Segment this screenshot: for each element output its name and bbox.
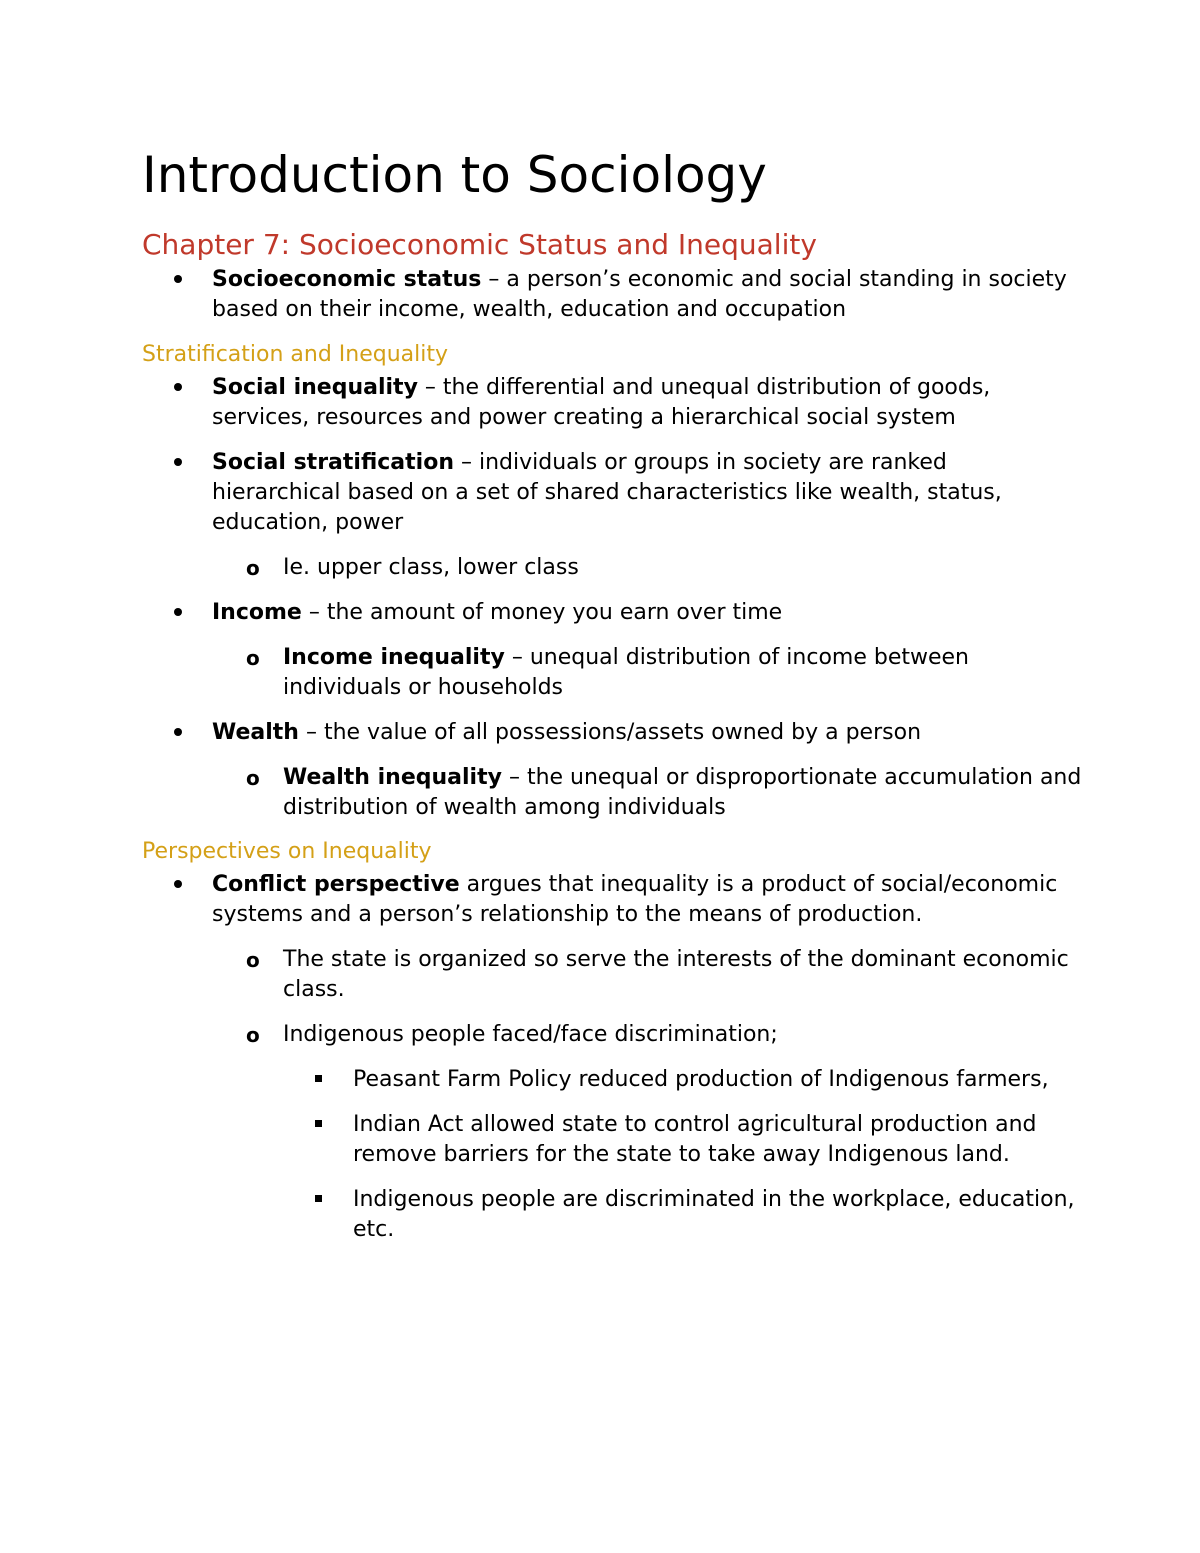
list-item <box>142 763 1082 823</box>
bullet-square-icon <box>315 1065 322 1095</box>
bullet-dot-icon <box>174 448 182 478</box>
document-content <box>142 140 1082 1260</box>
list-item <box>142 553 1082 583</box>
chapter-heading: Chapter 7: Socioeconomic Status and Inequality <box>142 228 817 261</box>
bullet-o-icon: o <box>246 1023 260 1047</box>
list-item <box>142 1110 1082 1170</box>
definition: – the unequal or disproportionate accumulation and distribution of wealth among individuals <box>283 765 1082 820</box>
section-heading-perspectives: Perspectives on Inequality <box>142 839 432 864</box>
bullet-dot-icon <box>174 265 182 295</box>
list-item <box>142 265 1082 325</box>
bullet-o-icon: o <box>246 948 260 972</box>
bullet-o-icon: o <box>246 646 260 670</box>
definition: Indian Act allowed state to control agricultural production and remove barriers for the state to take away Indigenous land. <box>353 1112 1037 1167</box>
term: Conflict perspective <box>212 872 460 897</box>
bullet-dot-icon <box>174 373 182 403</box>
term: Social inequality <box>212 375 418 400</box>
list-item <box>142 1020 1082 1050</box>
list-item <box>142 870 1082 930</box>
definition: argues that inequality is a product of social/economic systems and a person’s relationship to the means of production. <box>212 872 1058 927</box>
definition: – the value of all possessions/assets owned by a person <box>298 720 922 745</box>
document-title: Introduction to Sociology <box>142 146 767 204</box>
term: Wealth inequality <box>283 765 502 790</box>
term: Income inequality <box>283 645 505 670</box>
bullet-dot-icon <box>174 870 182 900</box>
list-item <box>142 1185 1082 1245</box>
stratification-list <box>142 373 1082 823</box>
section-heading-stratification: Stratification and Inequality <box>142 342 449 367</box>
definition: Ie. upper class, lower class <box>283 555 579 580</box>
definition: – a person’s economic and social standing in society based on their income, wealth, education and occupation <box>212 267 1067 322</box>
bullet-dot-icon <box>174 598 182 628</box>
bullet-dot-icon <box>174 718 182 748</box>
bullet-o-icon: o <box>246 556 260 580</box>
list-item <box>142 373 1082 433</box>
bullet-square-icon <box>315 1110 322 1140</box>
chapter-list <box>142 265 1082 325</box>
definition: – the differential and unequal distribution of goods, services, resources and power creating a hierarchical social system <box>212 375 991 430</box>
bullet-o-icon: o <box>246 766 260 790</box>
term: Wealth <box>212 720 299 745</box>
list-item <box>142 945 1082 1005</box>
term: Social stratification <box>212 450 454 475</box>
definition: – unequal distribution of income between individuals or households <box>283 645 969 700</box>
definition: The state is organized so serve the interests of the dominant economic class. <box>283 947 1069 1002</box>
list-item <box>142 598 1082 628</box>
list-item <box>142 448 1082 538</box>
list-item <box>142 718 1082 748</box>
definition: – individuals or groups in society are ranked hierarchical based on a set of shared characteristics like wealth, status, education, power <box>212 450 1002 535</box>
definition: Peasant Farm Policy reduced production of Indigenous farmers, <box>353 1067 1049 1092</box>
definition: – the amount of money you earn over time <box>301 600 783 625</box>
perspectives-list <box>142 870 1082 1245</box>
list-item <box>142 1065 1082 1095</box>
bullet-square-icon <box>315 1185 322 1215</box>
definition: Indigenous people faced/face discrimination; <box>283 1022 778 1047</box>
definition: Indigenous people are discriminated in the workplace, education, etc. <box>353 1187 1075 1242</box>
term: Socioeconomic status <box>212 267 482 292</box>
list-item <box>142 643 1082 703</box>
term: Income <box>212 600 302 625</box>
